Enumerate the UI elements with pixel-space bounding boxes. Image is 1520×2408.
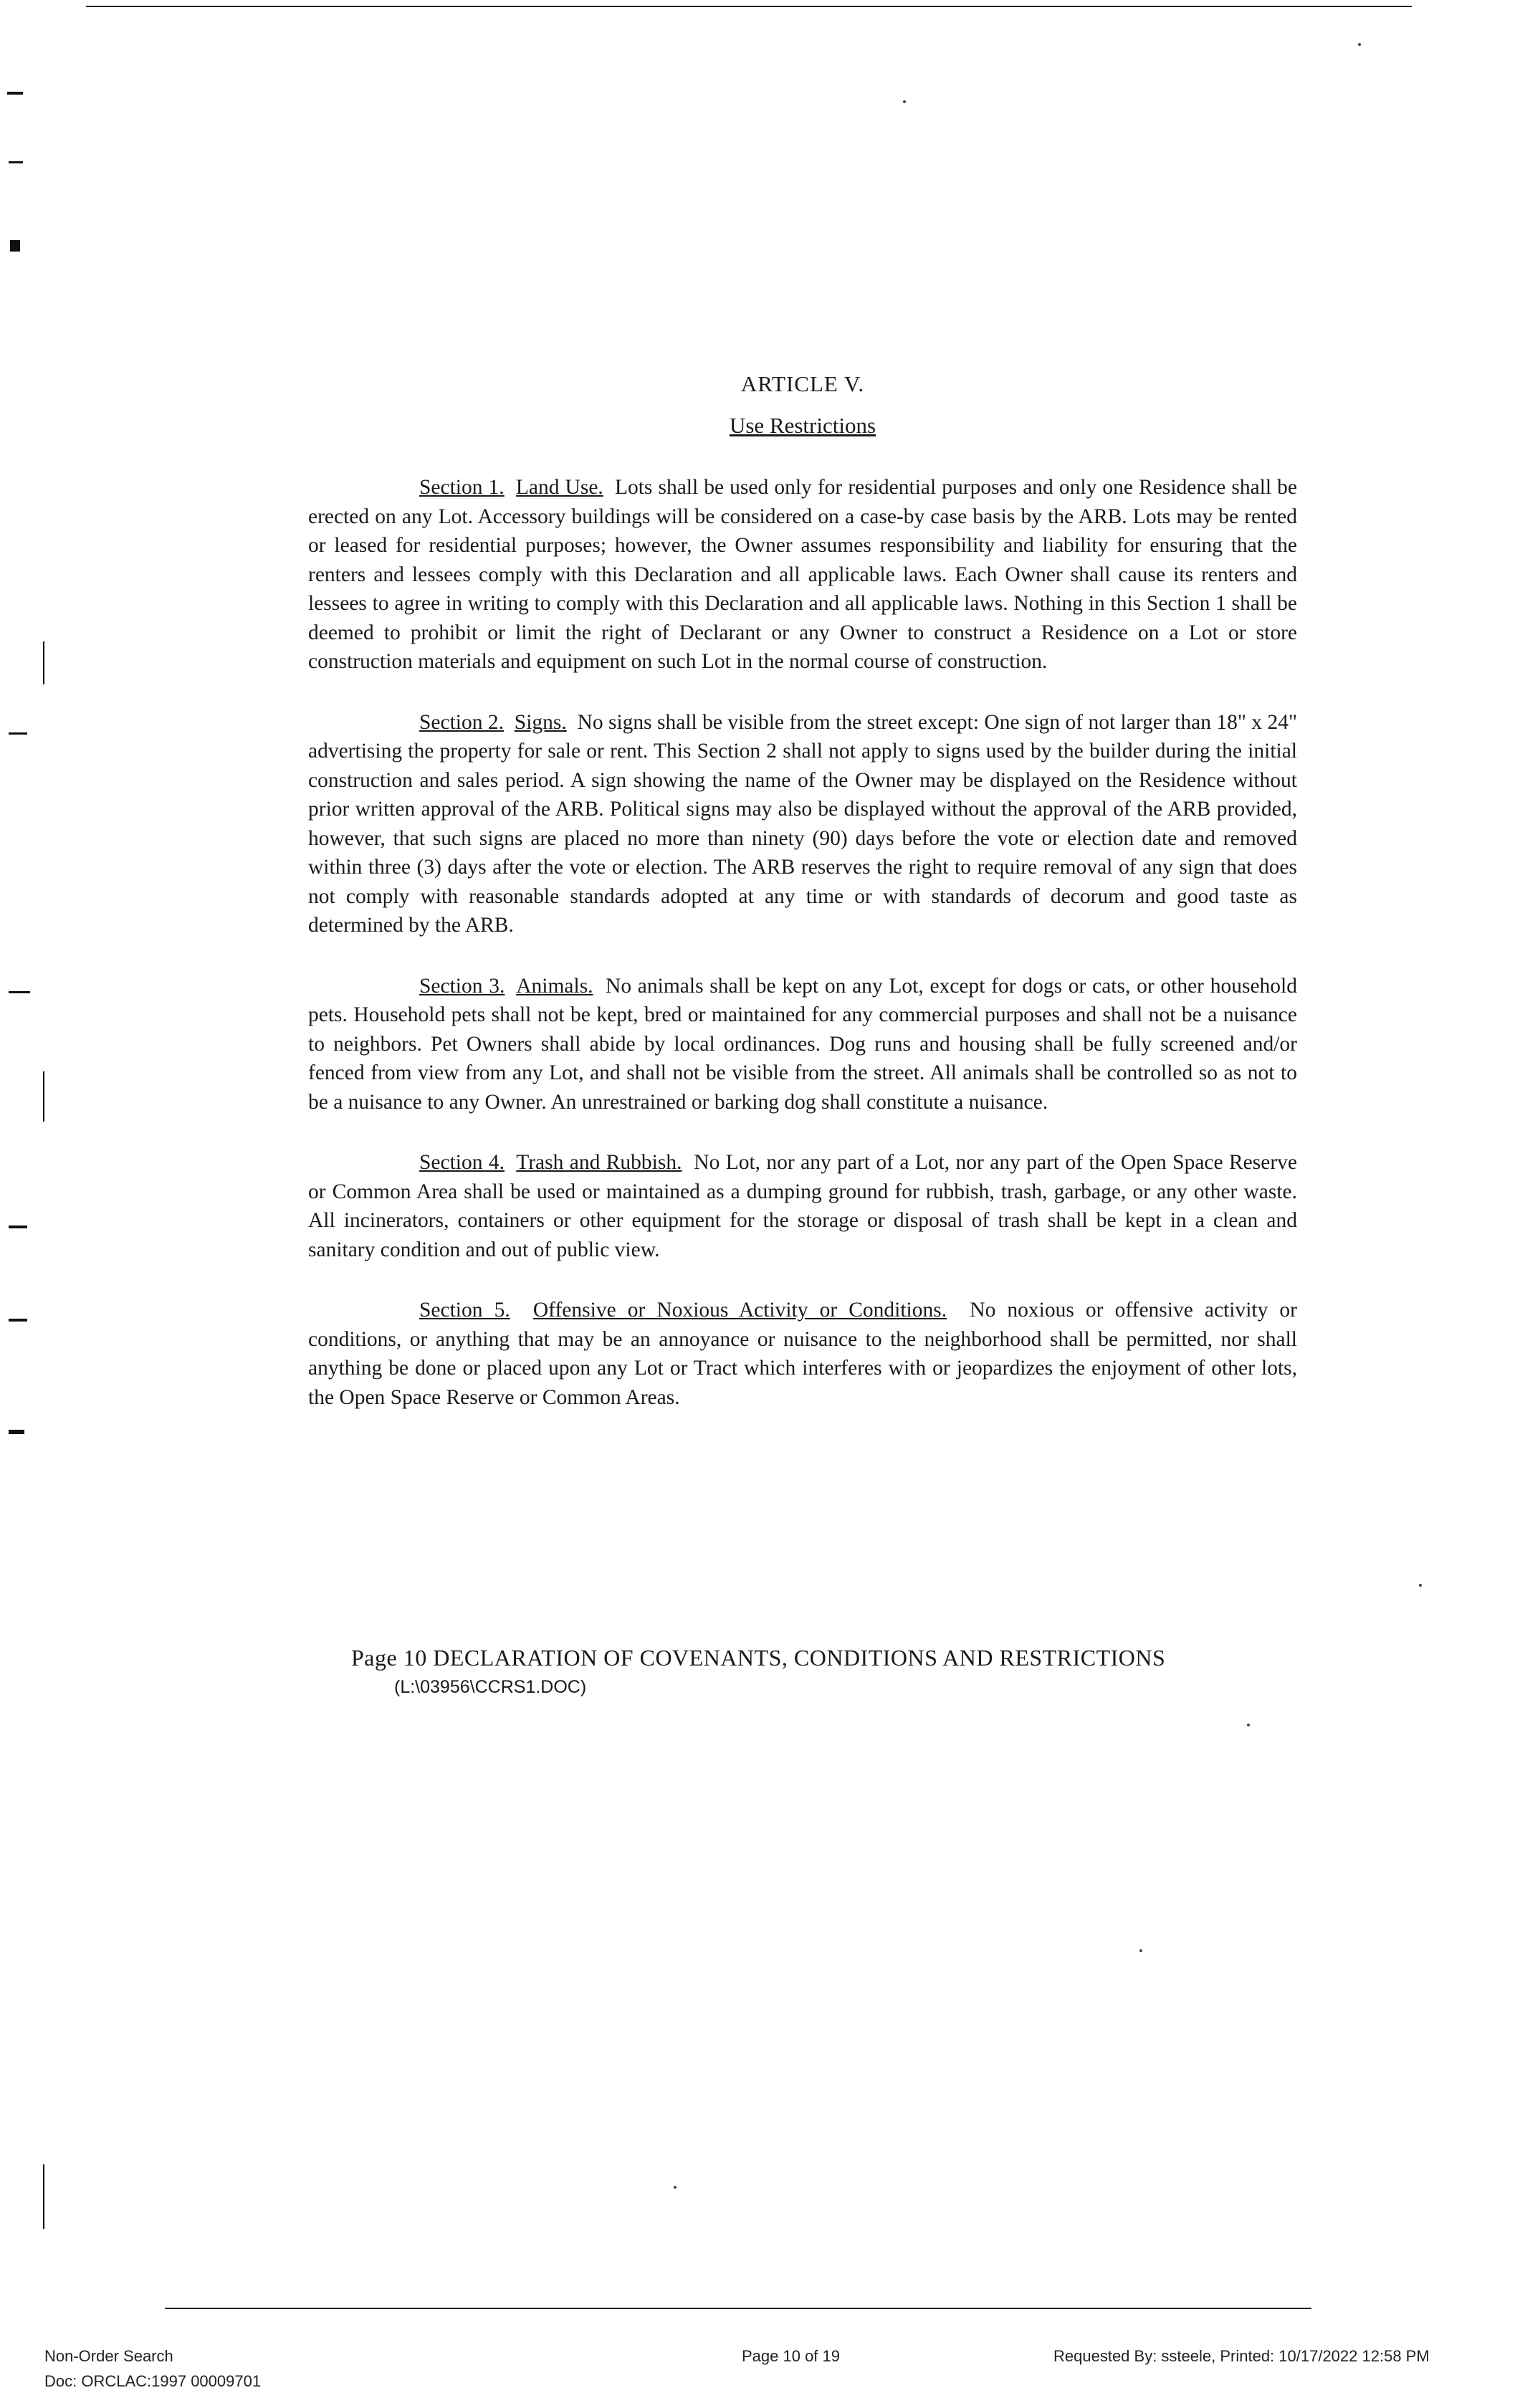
scan-speck bbox=[1358, 43, 1361, 46]
margin-mark bbox=[9, 991, 30, 993]
margin-mark bbox=[10, 240, 20, 252]
section-title: Trash and Rubbish. bbox=[516, 1151, 682, 1174]
section-label: Section 5. bbox=[419, 1299, 510, 1322]
section-text: No signs shall be visible from the street except: One sign of not larger than 18" x 24" advertising the property for sale or rent. This Section 2 shall not apply to signs used by the builder during the initial construction and sales period. A sign showing the name of the Owner may be displayed on the Residence without prior written approval of the ARB. Political signs may also be displayed without the approval of the ARB provided, however, that such signs are placed no more than ninety (90) days before the vote or election date and removed within three (3) days after the vote or election. The ARB reserves the right to require removal of any sign that does not comply with reasonable standards adopted at any time or with standards of decorum and good taste as determined by the ARB. bbox=[308, 710, 1297, 937]
margin-mark bbox=[9, 161, 23, 163]
section-trash-and-rubbish bbox=[308, 1148, 1297, 1264]
section-title: Animals. bbox=[516, 974, 593, 998]
section-label: Section 1. bbox=[419, 476, 505, 499]
section-text: No noxious or offensive activity or conditions, or anything that may be an annoyance or nuisance to the neighborhood shall be permitted, nor shall anything be done or placed upon any Lot or Tract which interferes with or jeopardizes the enjoyment of other lots, the Open Space Reserve or Common Areas. bbox=[308, 1299, 1298, 1409]
section-title: Signs. bbox=[514, 710, 567, 734]
margin-mark bbox=[9, 1226, 27, 1228]
article-subtitle: Use Restrictions bbox=[729, 413, 876, 438]
page-footer-filename: (L:\03956\CCRS1.DOC) bbox=[394, 1677, 587, 1697]
section-text: No animals shall be kept on any Lot, except for dogs or cats, or other household pets. Household pets shall not be kept, bred or maintained for any commercial purposes and shall not be a nuisance to neighbors. Pet Owners shall abide by local ordinances. Dog runs and housing shall be fully screened and/or fenced from view from any Lot, and shall not be visible from the street. All animals shall be controlled so as not to be a nuisance to any Owner. An unrestrained or barking dog shall constitute a nuisance. bbox=[308, 974, 1297, 1114]
section-text: Lots shall be used only for residential purposes and only one Residence shall be erected on any Lot. Accessory buildings will be considered on a case-by case basis by the ARB. Lots may be rented or leased for residential purposes; however, the Owner assumes responsibility and liability for ensuring that the renters and lessees comply with this Declaration and all applicable laws. Each Owner shall cause its renters and lessees to agree in writing to comply with this Declaration and all applicable laws. Nothing in this Section 1 shall be deemed to prohibit or limit the right of Declarant or any Owner to construct a Residence on a Lot or store construction materials and equipment on such Lot in the normal course of construction. bbox=[308, 476, 1298, 673]
document-body bbox=[308, 344, 1297, 1443]
margin-mark bbox=[9, 1430, 24, 1434]
article-title: ARTICLE V. bbox=[740, 371, 865, 396]
section-label: Section 2. bbox=[419, 710, 504, 734]
margin-mark bbox=[43, 1071, 44, 1122]
stamp-requested-by: Requested By: ssteele, Printed: 10/17/2022 12:58 PM bbox=[1053, 2347, 1430, 2365]
section-label: Section 4. bbox=[419, 1151, 505, 1174]
margin-mark bbox=[43, 641, 44, 684]
scan-speck bbox=[1247, 1724, 1250, 1726]
margin-mark bbox=[9, 1319, 27, 1322]
bottom-scan-line bbox=[165, 2308, 1311, 2309]
section-animals bbox=[308, 972, 1297, 1117]
section-title: Land Use. bbox=[515, 476, 603, 499]
section-text: No Lot, nor any part of a Lot, nor any part of the Open Space Reserve or Common Area shall be used or maintained as a dumping ground for rubbish, trash, garbage, or any other waste. All incinerators, containers or other equipment for the storage or disposal of trash shall be kept in a clean and sanitary condition and out of public view. bbox=[308, 1151, 1297, 1261]
margin-mark bbox=[9, 732, 27, 735]
top-scan-line bbox=[86, 6, 1412, 7]
page-footer-title: Page 10 DECLARATION OF COVENANTS, CONDITIONS AND RESTRICTIONS bbox=[351, 1645, 1166, 1671]
margin-mark bbox=[7, 92, 23, 95]
scan-speck bbox=[903, 100, 906, 103]
stamp-search-type: Non-Order Search bbox=[44, 2347, 173, 2365]
section-offensive-activity bbox=[308, 1296, 1297, 1412]
scan-speck bbox=[1139, 1949, 1142, 1952]
section-signs bbox=[308, 708, 1297, 940]
stamp-page-count: Page 10 of 19 bbox=[742, 2347, 841, 2365]
margin-mark bbox=[43, 2164, 44, 2229]
section-land-use bbox=[308, 473, 1297, 677]
scan-speck bbox=[674, 2186, 677, 2189]
section-label: Section 3. bbox=[419, 974, 505, 998]
section-title: Offensive or Noxious Activity or Conditions. bbox=[532, 1299, 947, 1322]
scan-speck bbox=[1419, 1584, 1422, 1587]
stamp-doc-id: Doc: ORCLAC:1997 00009701 bbox=[44, 2372, 262, 2390]
